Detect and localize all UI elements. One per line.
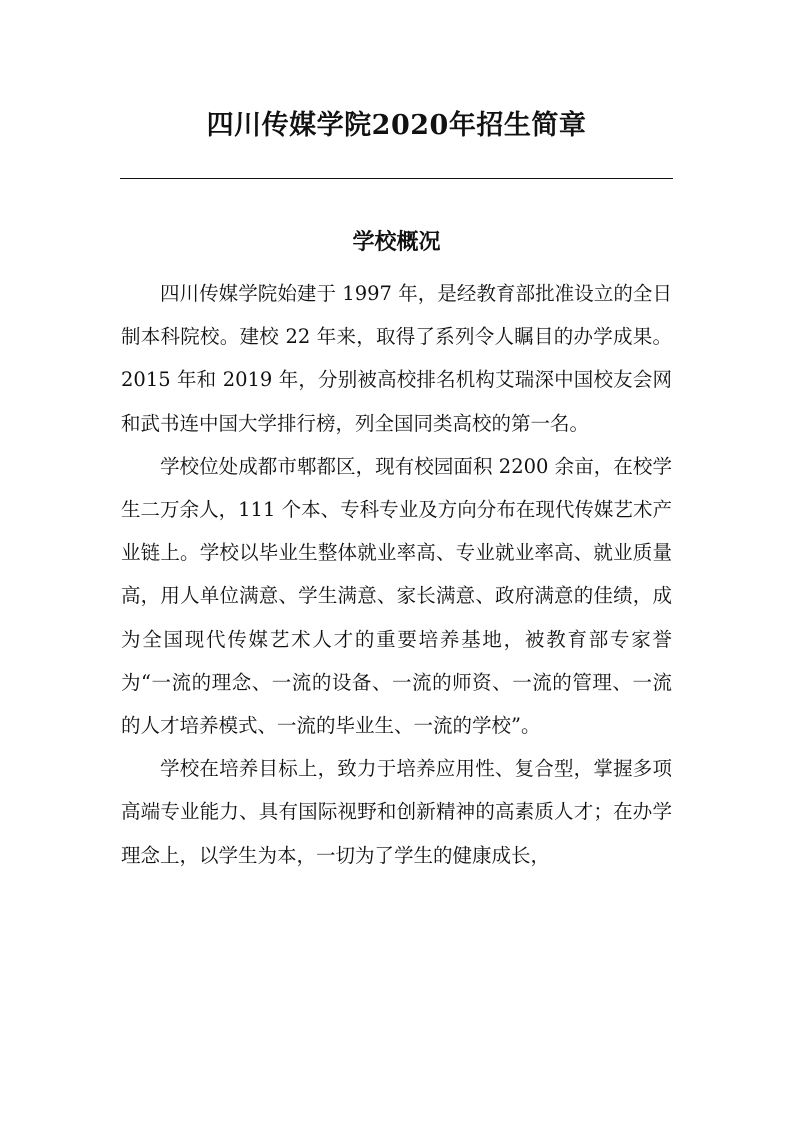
paragraph-goals: 学校在培养目标上，致力于培养应用性、复合型，掌握多项高端专业能力、具有国际视野和创新精神的高素质人才；在办学理念上，以学生为本，一切为了学生的健康成长， — [121, 757, 672, 867]
paragraph-overview: 四川传媒学院始建于 1997 年，是经教育部批准设立的全日制本科院校。建校 22 年来，取得了系列令人瞩目的办学成果。2015 年和 2019 年，分别被高校排名机构艾瑞深中国校友会网和武书连中国大学排行榜，列全国同类高校的第一名。 — [121, 282, 672, 435]
section-heading: 学校概况 — [352, 229, 441, 255]
paragraph-campus: 学校位处成都市郫都区，现有校园面积 2200 余亩，在校学生二万余人，111 个本、专科专业及方向分布在现代传媒艺术产业链上。学校以毕业生整体就业率高、专业就业率高、就业质量高，用人单位满意、学生满意、家长满意、政府满意的佳绩，成为全国现代传媒艺术人才的重要培养基地，被教育部专家誉为“一流的理念、一流的设备、一流的师资、一流的管理、一流的人才培养模式、一流的毕业生、一流的学校”。 — [121, 454, 672, 738]
document-title: 四川传媒学院2020年招生简章 — [206, 110, 587, 141]
body-text — [121, 272, 672, 877]
title-divider — [120, 178, 673, 179]
